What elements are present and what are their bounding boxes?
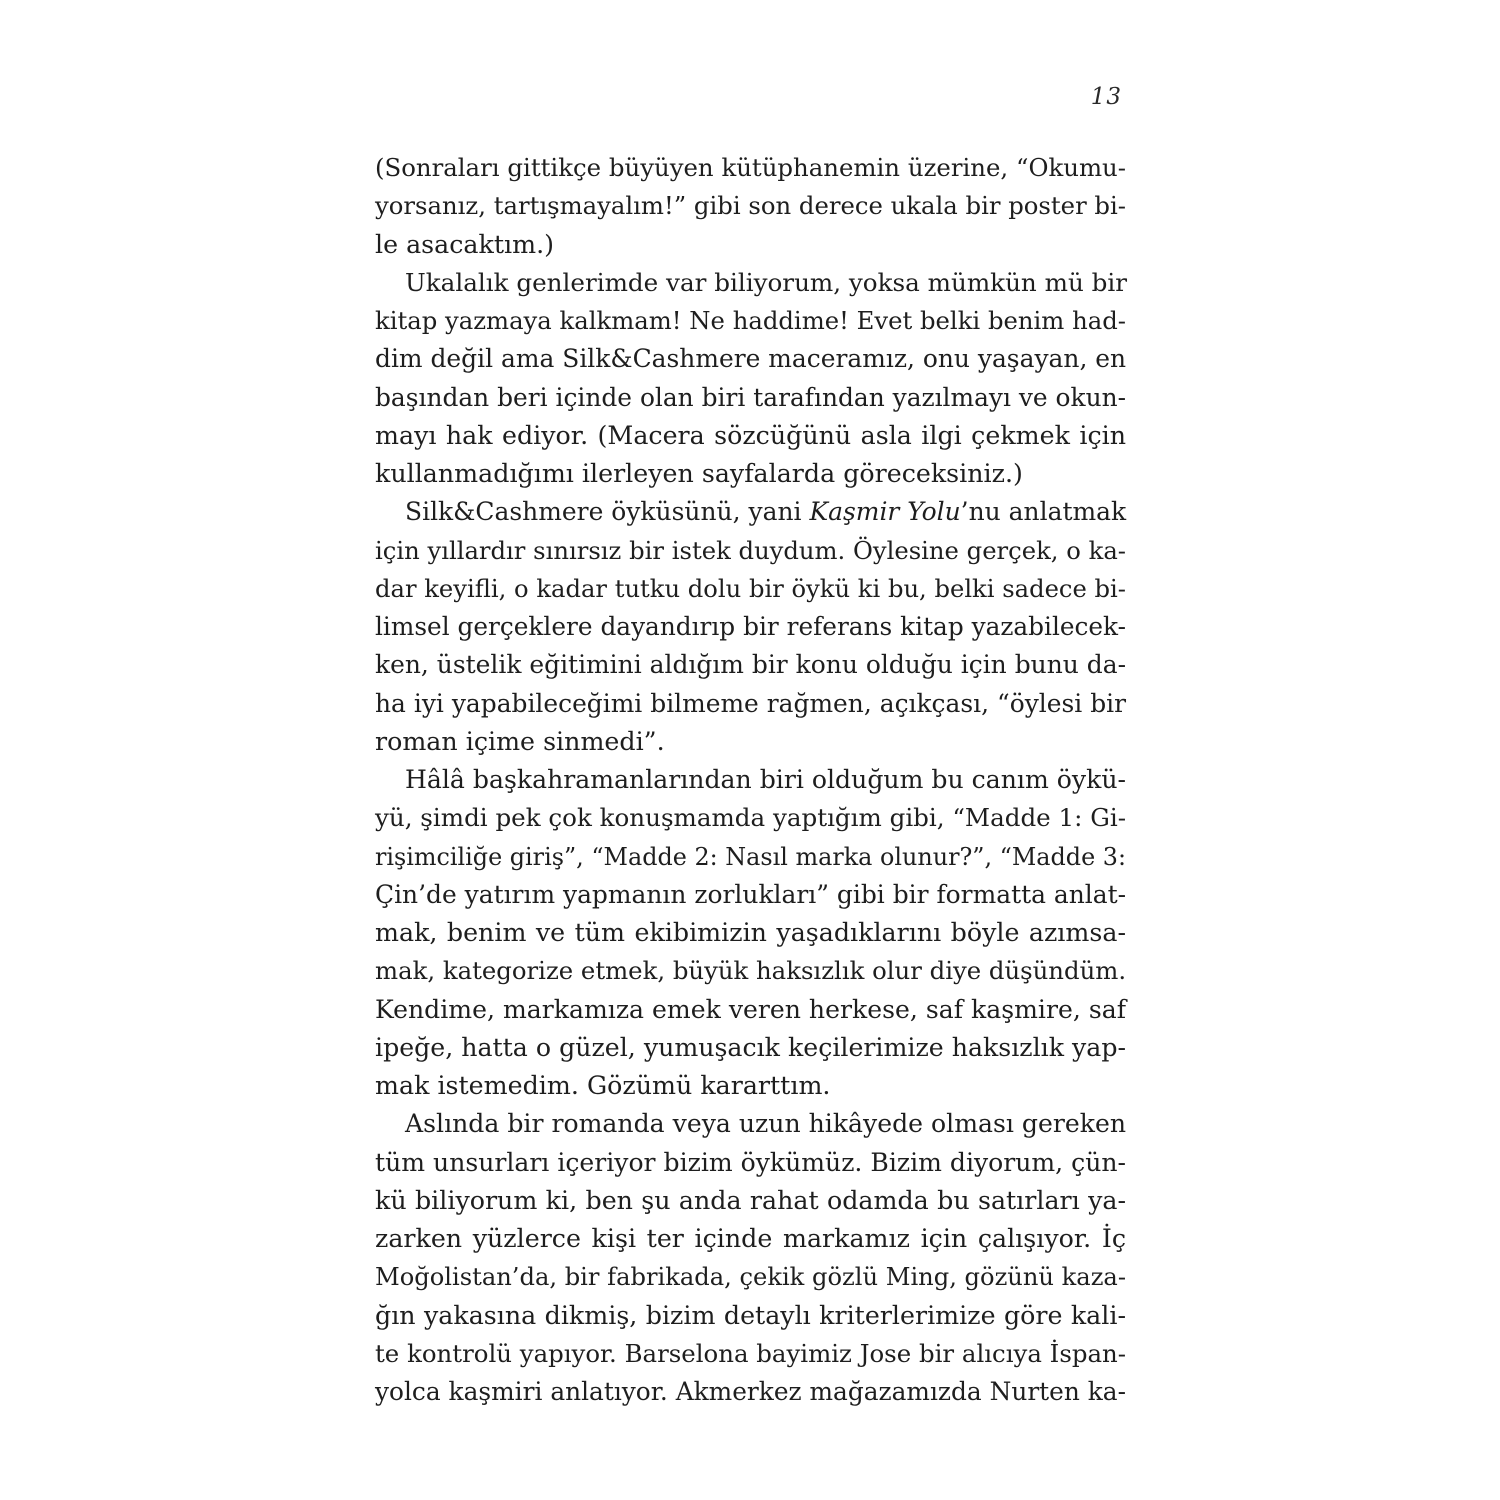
text-run: Silk&Cashmere öyküsünü, yani (405, 497, 810, 527)
body-text (375, 149, 1126, 1411)
text-line: tüm unsurları içeriyor bizim öykümüz. Bizim diyorum, çün- (375, 1147, 1126, 1177)
book-title: Kaşmir Yolu (809, 497, 961, 527)
text-line: te kontrolü yapıyor. Barselona bayimiz Jose bir alıcıya İspan- (375, 1338, 1126, 1368)
text-line: Moğolistan’da, bir fabrikada, çekik gözlü Ming, gözünü kaza- (375, 1263, 1126, 1292)
text-line: le asacaktım.) (375, 229, 554, 259)
text-line: için yıllardır sınırsız bir istek duydum. Öylesine gerçek, o ka- (375, 535, 1126, 565)
text-line: kitap yazmaya kalkmam! Ne haddime! Evet belki benim had- (375, 306, 1126, 335)
text-line: Aslında bir romanda veya uzun hikâyede olması gereken (405, 1109, 1127, 1139)
text-line: mayı hak ediyor. (Macera sözcüğünü asla ilgi çekmek için (375, 420, 1126, 450)
text-line: ipeğe, hatta o güzel, yumuşacık keçilerimize haksızlık yap- (375, 1032, 1126, 1062)
text-line: başından beri içinde olan biri tarafından yazılmayı ve okun- (375, 382, 1126, 412)
text-line (375, 493, 1126, 531)
text-line: yorsanız, tartışmayalım!” gibi son derece ukala bir poster bi- (375, 191, 1126, 221)
text-line: Kendime, markamıza emek veren herkese, saf kaşmire, saf (375, 994, 1126, 1024)
text-line: kü biliyorum ki, ben şu anda rahat odamda bu satırları ya- (375, 1185, 1126, 1215)
text-line: rişimciliğe giriş”, “Madde 2: Nasıl marka olunur?”, “Madde 3: (375, 842, 1126, 871)
text-line: limsel gerçeklere dayandırıp bir referans kitap yazabilecek- (375, 612, 1126, 641)
text-line: Hâlâ başkahramanlarından biri olduğum bu canım öykü- (405, 765, 1126, 794)
text-line: mak, kategorize etmek, büyük haksızlık olur diye düşündüm. (375, 956, 1127, 986)
text-line: dar keyifli, o kadar tutku dolu bir öykü ki bu, belki sadece bi- (375, 574, 1126, 603)
text-line: yü, şimdi pek çok konuşmamda yaptığım gibi, “Madde 1: Gi- (375, 803, 1127, 833)
text-line: dim değil ama Silk&Cashmere maceramız, onu yaşayan, en (375, 344, 1127, 374)
text-line: ğın yakasına dikmiş, bizim detaylı kriterlerimize göre kali- (375, 1300, 1126, 1330)
text-line: kullanmadığımı ilerleyen sayfalarda göreceksiniz.) (375, 459, 1023, 488)
text-line: zarken yüzlerce kişi ter içinde markamız için çalışıyor. İç (375, 1224, 1126, 1253)
page-number: 13 (1090, 84, 1122, 110)
text-line: yolca kaşmiri anlatıyor. Akmerkez mağazamızda Nurten ka- (375, 1377, 1126, 1406)
text-line: ken, üstelik eğitimini aldığım bir konu olduğu için bunu da- (375, 650, 1126, 680)
text-line: mak, benim ve tüm ekibimizin yaşadıklarını böyle azımsa- (375, 918, 1126, 947)
text-line: Çin’de yatırım yapmanın zorlukları” gibi bir formatta anlat- (375, 879, 1127, 909)
text-line: ha iyi yapabileceğimi bilmeme rağmen, açıkçası, “öylesi bir (375, 688, 1126, 718)
text-run: ’nu anlatmak (960, 497, 1127, 527)
text-line: mak istemedim. Gözümü kararttım. (375, 1071, 831, 1100)
text-line: Ukalalık genlerimde var biliyorum, yoksa mümkün mü bir (405, 267, 1127, 297)
text-line: roman içime sinmedi”. (375, 726, 665, 756)
text-line: (Sonraları gittikçe büyüyen kütüphanemin üzerine, “Okumu- (375, 153, 1126, 182)
